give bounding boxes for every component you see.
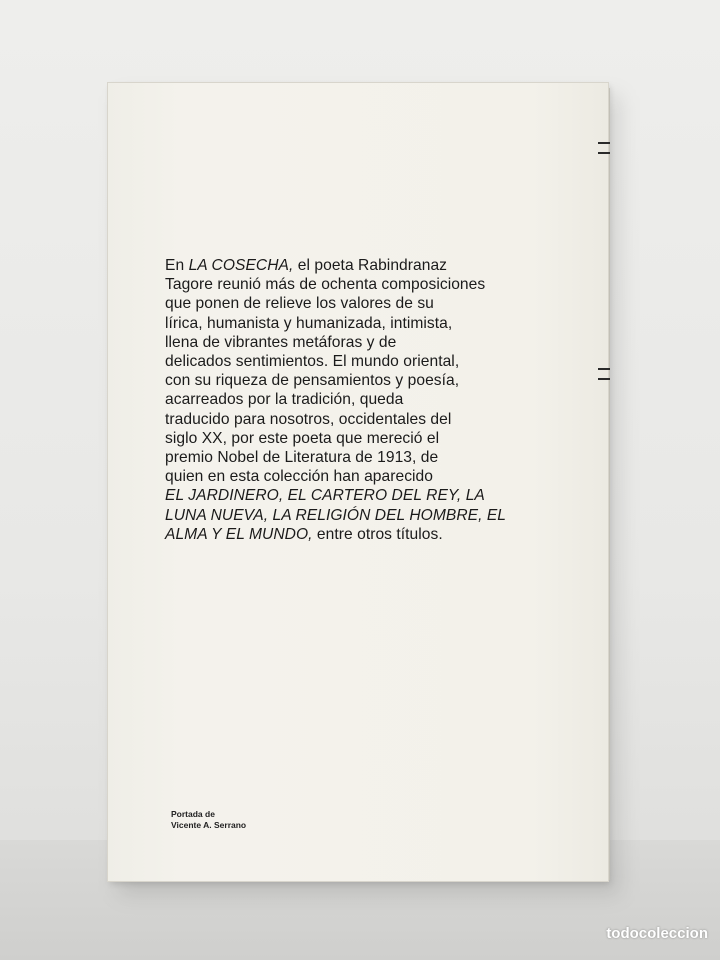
blurb-line bbox=[165, 256, 565, 275]
blurb-line bbox=[165, 333, 565, 352]
edge-mark bbox=[598, 368, 610, 370]
blurb-line bbox=[165, 410, 565, 429]
blurb-line bbox=[165, 275, 565, 294]
blurb-italic-title: EL JARDINERO, EL CARTERO DEL REY, LA bbox=[165, 487, 485, 505]
blurb-text: traducido para nosotros, occidentales del bbox=[165, 410, 452, 428]
blurb-italic-title: LUNA NUEVA, LA RELIGIÓN DEL HOMBRE, EL bbox=[165, 506, 507, 524]
blurb-line bbox=[165, 448, 565, 467]
credit-line-1: Portada de bbox=[171, 809, 215, 819]
back-cover-blurb bbox=[165, 256, 565, 544]
blurb-line bbox=[165, 429, 565, 448]
blurb-text: llena de vibrantes metáforas y de bbox=[165, 333, 397, 351]
blurb-text: siglo XX, por este poeta que mereció el bbox=[165, 429, 440, 447]
edge-mark bbox=[598, 152, 610, 154]
blurb-text: Tagore reunió más de ochenta composiciones bbox=[165, 276, 486, 294]
blurb-line bbox=[165, 371, 565, 390]
blurb-text: el poeta Rabindranaz bbox=[293, 257, 448, 274]
blurb-text: lírica, humanista y humanizada, intimista, bbox=[165, 314, 453, 332]
blurb-line bbox=[165, 294, 565, 313]
edge-mark bbox=[598, 378, 610, 380]
blurb-line bbox=[165, 486, 565, 505]
watermark-text: todocoleccion bbox=[606, 925, 708, 942]
credit-line-2: Vicente A. Serrano bbox=[171, 820, 247, 830]
blurb-text: con su riqueza de pensamientos y poesía, bbox=[165, 372, 460, 390]
blurb-italic-title: ALMA Y EL MUNDO, bbox=[165, 525, 313, 543]
blurb-line bbox=[165, 390, 565, 409]
blurb-italic-title: LA COSECHA, bbox=[188, 257, 294, 274]
blurb-line bbox=[165, 352, 565, 371]
edge-mark bbox=[598, 142, 610, 144]
cover-credit bbox=[171, 809, 246, 831]
blurb-text: En bbox=[165, 257, 189, 274]
blurb-text: que ponen de relieve los valores de su bbox=[165, 295, 434, 313]
blurb-text: acarreados por la tradición, queda bbox=[165, 391, 404, 409]
blurb-text: entre otros títulos. bbox=[312, 525, 443, 543]
blurb-line bbox=[165, 467, 565, 486]
blurb-text: quien en esta colección han aparecido bbox=[165, 468, 434, 486]
blurb-line bbox=[165, 506, 565, 525]
blurb-line bbox=[165, 525, 565, 544]
blurb-text: delicados sentimientos. El mundo oriental, bbox=[165, 353, 460, 371]
blurb-line bbox=[165, 314, 565, 333]
blurb-text: premio Nobel de Literatura de 1913, de bbox=[165, 449, 439, 467]
